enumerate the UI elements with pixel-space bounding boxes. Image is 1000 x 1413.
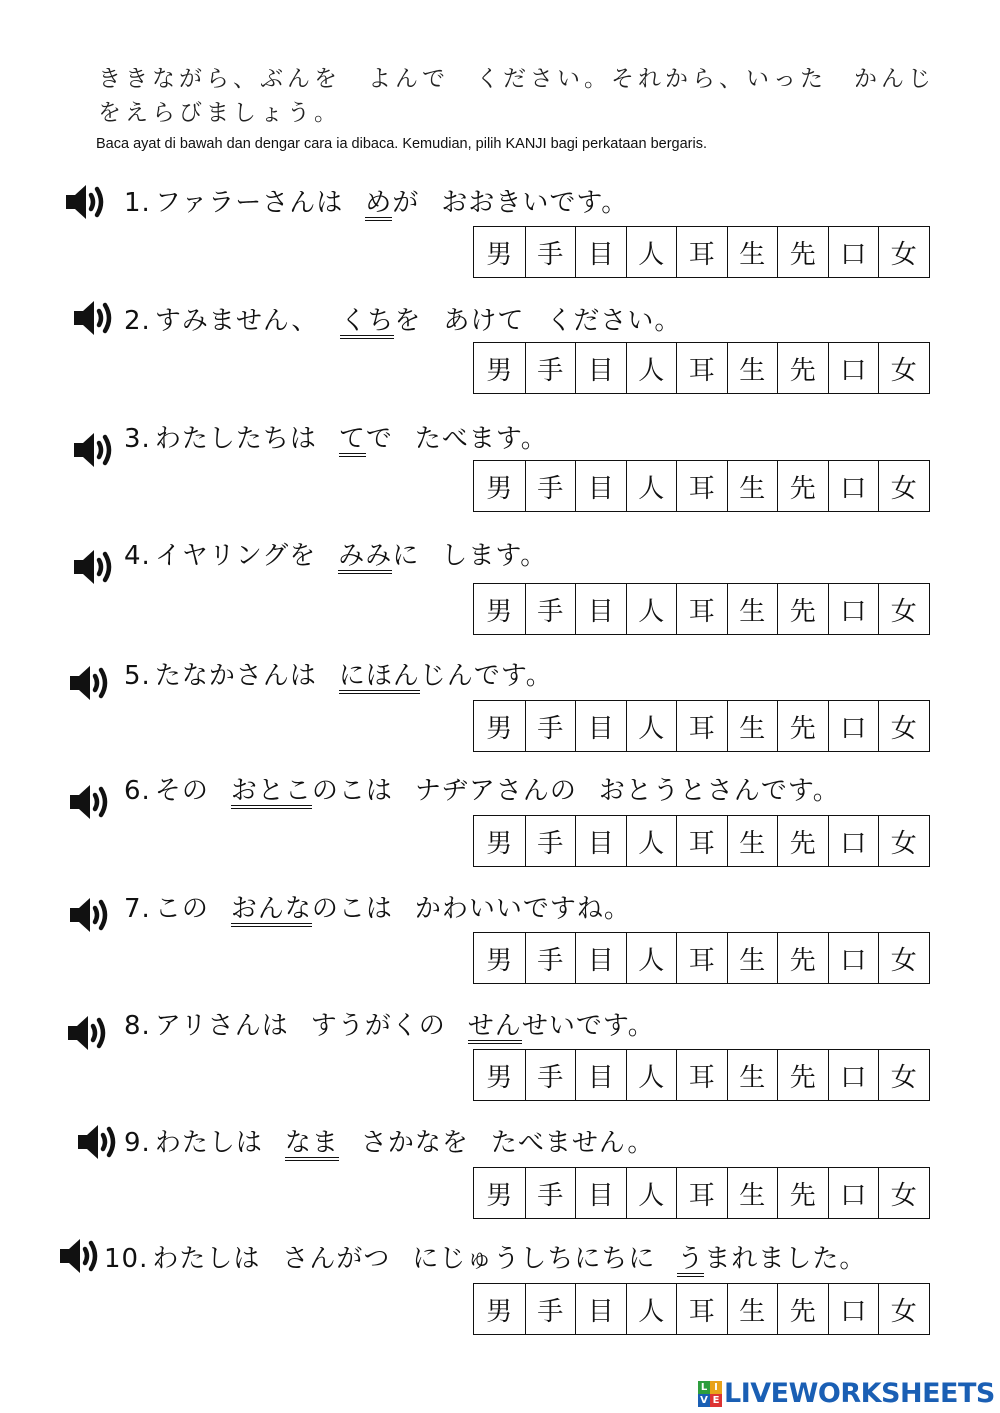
question-sentence (104, 1238, 866, 1277)
kanji-option[interactable]: 目 (575, 461, 626, 511)
kanji-option[interactable]: 手 (525, 933, 576, 983)
kanji-option[interactable]: 目 (575, 1050, 626, 1100)
kanji-option[interactable]: 口 (828, 343, 879, 393)
question-sentence (124, 535, 547, 574)
sentence-phrase: ください。 (546, 306, 682, 336)
kanji-option[interactable]: 先 (777, 701, 828, 751)
instructions-japanese-line2: をえらびましょう。 (98, 100, 341, 126)
underlined-word: て (339, 426, 366, 457)
kanji-option[interactable]: 生 (727, 584, 778, 634)
kanji-choice-row (473, 815, 930, 867)
sentence-phrase: あけて (443, 306, 525, 336)
question-number: 3. (124, 424, 151, 454)
phrase-rest: で (365, 424, 393, 454)
question-sentence (124, 1122, 654, 1161)
question-sentence (124, 888, 631, 927)
question-2 (0, 300, 1000, 410)
question-number: 5. (124, 661, 151, 691)
kanji-choice-row (473, 1167, 930, 1219)
sentence-phrase: おとうとさんです。 (598, 776, 840, 806)
sentence-phrase: さかなを (360, 1128, 469, 1158)
kanji-option[interactable]: 耳 (676, 816, 727, 866)
sentence-phrase: すうがくの (310, 1011, 446, 1041)
question-sentence (124, 1005, 655, 1044)
kanji-option[interactable]: 先 (777, 343, 828, 393)
kanji-option[interactable]: 手 (525, 816, 576, 866)
kanji-option[interactable]: 目 (575, 343, 626, 393)
sentence-phrase: ファラーさんは (154, 188, 344, 218)
logo-letter: L (698, 1381, 710, 1394)
sentence-phrase: たなかさんは (154, 661, 317, 691)
kanji-option[interactable]: 口 (828, 816, 879, 866)
kanji-option[interactable]: 男 (486, 945, 513, 976)
kanji-option[interactable]: 女 (878, 461, 929, 511)
kanji-option[interactable]: 男 (486, 1180, 513, 1211)
sentence-phrase: アリさんは (154, 1011, 289, 1041)
kanji-option[interactable]: 男 (486, 713, 513, 744)
kanji-option[interactable]: 口 (828, 461, 879, 511)
question-3 (0, 418, 1000, 528)
underlined-phrase (231, 770, 393, 809)
kanji-option[interactable]: 生 (727, 227, 778, 277)
question-4 (0, 535, 1000, 645)
question-number: 7. (124, 894, 151, 924)
underlined-word: う (677, 1246, 704, 1277)
kanji-option[interactable]: 目 (575, 1168, 626, 1218)
question-sentence (124, 182, 628, 221)
kanji-option[interactable]: 先 (777, 1284, 828, 1334)
question-9 (0, 1122, 1000, 1232)
kanji-option[interactable]: 男 (486, 828, 513, 859)
kanji-option[interactable]: 先 (777, 227, 828, 277)
sentence-phrase: たべません。 (490, 1128, 655, 1158)
kanji-option[interactable]: 人 (626, 1168, 677, 1218)
logo-letter: E (710, 1394, 722, 1407)
underlined-word: にほん (339, 663, 420, 694)
speaker-icon[interactable] (72, 430, 116, 470)
underlined-word: なま (285, 1130, 339, 1161)
speaker-icon[interactable] (76, 1122, 120, 1162)
sentence-phrase: かわいいですね。 (414, 894, 631, 924)
kanji-option[interactable]: 先 (777, 933, 828, 983)
kanji-option[interactable]: 先 (777, 1168, 828, 1218)
kanji-option[interactable]: 女 (878, 816, 929, 866)
kanji-option[interactable]: 目 (575, 933, 626, 983)
kanji-option[interactable]: 女 (878, 701, 929, 751)
kanji-option[interactable]: 生 (727, 1168, 778, 1218)
kanji-option[interactable]: 男 (486, 355, 513, 386)
kanji-option[interactable]: 人 (626, 701, 677, 751)
kanji-option[interactable]: 口 (828, 1168, 879, 1218)
kanji-option[interactable]: 男 (486, 239, 513, 270)
instructions-malay: Baca ayat di bawah dan dengar cara ia dibaca. Kemudian, pilih KANJI bagi perkataan bergaris. (96, 136, 707, 152)
speaker-icon[interactable] (58, 1236, 102, 1276)
kanji-choice-row (473, 342, 930, 394)
question-sentence (124, 770, 840, 809)
kanji-option[interactable]: 口 (828, 1050, 879, 1100)
kanji-option[interactable]: 目 (575, 1284, 626, 1334)
kanji-option[interactable]: 口 (828, 701, 879, 751)
liveworksheets-brand (698, 1378, 995, 1409)
sentence-phrase: わたしは (152, 1244, 261, 1274)
question-6 (0, 770, 1000, 880)
speaker-icon[interactable] (68, 663, 112, 703)
kanji-option[interactable]: 手 (525, 461, 576, 511)
kanji-option[interactable]: 目 (575, 701, 626, 751)
logo-letter: I (710, 1381, 722, 1394)
kanji-option[interactable]: 手 (525, 1284, 576, 1334)
underlined-word: せん (468, 1013, 522, 1044)
sentence-phrase: たべます。 (414, 424, 548, 454)
kanji-choice-row (473, 932, 930, 984)
kanji-option[interactable]: 手 (525, 584, 576, 634)
question-number: 6. (124, 776, 151, 806)
question-number: 2. (124, 306, 151, 336)
kanji-option[interactable]: 女 (878, 584, 929, 634)
sentence-phrase: すみません、 (154, 306, 319, 336)
kanji-option[interactable]: 女 (878, 933, 929, 983)
kanji-option[interactable]: 人 (626, 227, 677, 277)
underlined-phrase (231, 888, 393, 927)
question-sentence (124, 418, 548, 457)
kanji-choice-row (473, 1283, 930, 1335)
sentence-phrase: にじゅうしちにちに (412, 1244, 656, 1274)
underlined-phrase (468, 1005, 655, 1044)
question-number: 8. (124, 1011, 151, 1041)
question-5 (0, 655, 1000, 765)
sentence-phrase: します。 (441, 541, 548, 571)
kanji-option[interactable]: 手 (525, 343, 576, 393)
kanji-option[interactable]: 人 (626, 584, 677, 634)
kanji-option[interactable]: 目 (575, 584, 626, 634)
kanji-option[interactable]: 人 (626, 343, 677, 393)
kanji-choice-row (473, 1049, 930, 1101)
kanji-option[interactable]: 生 (727, 816, 778, 866)
speaker-icon[interactable] (68, 895, 112, 935)
underlined-word: おんな (231, 896, 312, 927)
phrase-rest: に (392, 541, 420, 571)
kanji-option[interactable]: 女 (878, 1284, 929, 1334)
kanji-choice-row (473, 226, 930, 278)
phrase-rest: のこは (311, 776, 393, 806)
kanji-option[interactable]: 先 (777, 816, 828, 866)
kanji-option[interactable]: 生 (727, 1284, 778, 1334)
kanji-option[interactable]: 生 (727, 701, 778, 751)
underlined-word: くち (340, 308, 394, 339)
kanji-option[interactable]: 生 (727, 461, 778, 511)
kanji-option[interactable]: 男 (486, 596, 513, 627)
kanji-option[interactable]: 口 (828, 227, 879, 277)
phrase-rest: を (394, 306, 422, 336)
logo-letter: V (698, 1394, 710, 1407)
kanji-option[interactable]: 目 (575, 227, 626, 277)
kanji-option[interactable]: 耳 (676, 227, 727, 277)
kanji-choice-row (473, 700, 930, 752)
question-number: 1. (124, 188, 151, 218)
question-1 (0, 182, 1000, 292)
phrase-rest: じんです。 (419, 661, 553, 691)
kanji-option[interactable]: 人 (626, 461, 677, 511)
kanji-option[interactable]: 耳 (676, 1168, 727, 1218)
sentence-phrase: わたしたちは (154, 424, 317, 454)
kanji-option[interactable]: 男 (486, 1062, 513, 1093)
instructions-japanese-line1: ききながら、ぶんを よんで ください。それから、いった かんじ (98, 66, 935, 92)
instructions-japanese (98, 62, 938, 130)
liveworksheets-wordmark: LIVEWORKSHEETS (724, 1378, 995, 1409)
speaker-icon[interactable] (72, 298, 116, 338)
kanji-option[interactable]: 口 (828, 1284, 879, 1334)
kanji-option[interactable]: 先 (777, 461, 828, 511)
kanji-option[interactable]: 人 (626, 1284, 677, 1334)
speaker-icon[interactable] (66, 1013, 110, 1053)
underlined-word: め (365, 190, 392, 221)
kanji-option[interactable]: 目 (575, 816, 626, 866)
kanji-option[interactable]: 生 (727, 933, 778, 983)
liveworksheets-logo (698, 1381, 722, 1407)
question-number: 10. (104, 1244, 149, 1274)
phrase-rest: のこは (311, 894, 393, 924)
question-number: 4. (124, 541, 151, 571)
underlined-word: みみ (338, 543, 392, 574)
underlined-phrase (339, 418, 393, 457)
kanji-option[interactable]: 口 (828, 933, 879, 983)
kanji-option[interactable]: 女 (878, 343, 929, 393)
kanji-option[interactable]: 耳 (676, 701, 727, 751)
underlined-word: おとこ (231, 778, 312, 809)
speaker-icon[interactable] (72, 547, 116, 587)
kanji-option[interactable]: 耳 (676, 461, 727, 511)
underlined-phrase (365, 182, 419, 221)
kanji-option[interactable]: 生 (727, 1050, 778, 1100)
sentence-phrase: おおきいです。 (441, 188, 629, 218)
phrase-rest: が (392, 188, 420, 218)
kanji-choice-row (473, 460, 930, 512)
sentence-phrase: さんがつ (282, 1244, 391, 1274)
question-sentence (124, 300, 681, 339)
underlined-phrase (285, 1128, 339, 1161)
kanji-option[interactable]: 人 (626, 1050, 677, 1100)
speaker-icon[interactable] (64, 182, 108, 222)
underlined-phrase (677, 1238, 866, 1277)
question-10 (0, 1238, 1000, 1348)
kanji-option[interactable]: 耳 (676, 584, 727, 634)
question-sentence (124, 655, 553, 694)
underlined-phrase (339, 655, 553, 694)
kanji-choice-row (473, 583, 930, 635)
kanji-option[interactable]: 女 (878, 227, 929, 277)
kanji-option[interactable]: 耳 (676, 343, 727, 393)
kanji-option[interactable]: 耳 (676, 1050, 727, 1100)
question-8 (0, 1005, 1000, 1115)
kanji-option[interactable]: 手 (525, 1168, 576, 1218)
kanji-option[interactable]: 先 (777, 1050, 828, 1100)
kanji-option[interactable]: 女 (878, 1168, 929, 1218)
question-number: 9. (124, 1128, 151, 1158)
question-7 (0, 888, 1000, 998)
kanji-option[interactable]: 人 (626, 816, 677, 866)
phrase-rest: せいです。 (521, 1011, 655, 1041)
kanji-option[interactable]: 女 (878, 1050, 929, 1100)
kanji-option[interactable]: 手 (525, 227, 576, 277)
sentence-phrase: わたしは (154, 1128, 263, 1158)
speaker-icon[interactable] (68, 782, 112, 822)
kanji-option[interactable]: 耳 (676, 933, 727, 983)
kanji-option[interactable]: 手 (525, 1050, 576, 1100)
sentence-phrase: イヤリングを (154, 541, 317, 571)
kanji-option[interactable]: 男 (486, 473, 513, 504)
underlined-phrase (338, 535, 419, 574)
sentence-phrase: ナヂアさんの (414, 776, 577, 806)
sentence-phrase: その (154, 776, 209, 806)
kanji-option[interactable]: 男 (486, 1296, 513, 1327)
sentence-phrase: この (154, 894, 209, 924)
kanji-option[interactable]: 口 (828, 584, 879, 634)
kanji-option[interactable]: 手 (525, 701, 576, 751)
kanji-option[interactable]: 先 (777, 584, 828, 634)
phrase-rest: まれました。 (704, 1244, 867, 1274)
kanji-option[interactable]: 人 (626, 933, 677, 983)
kanji-option[interactable]: 生 (727, 343, 778, 393)
kanji-option[interactable]: 耳 (676, 1284, 727, 1334)
underlined-phrase (340, 300, 421, 339)
